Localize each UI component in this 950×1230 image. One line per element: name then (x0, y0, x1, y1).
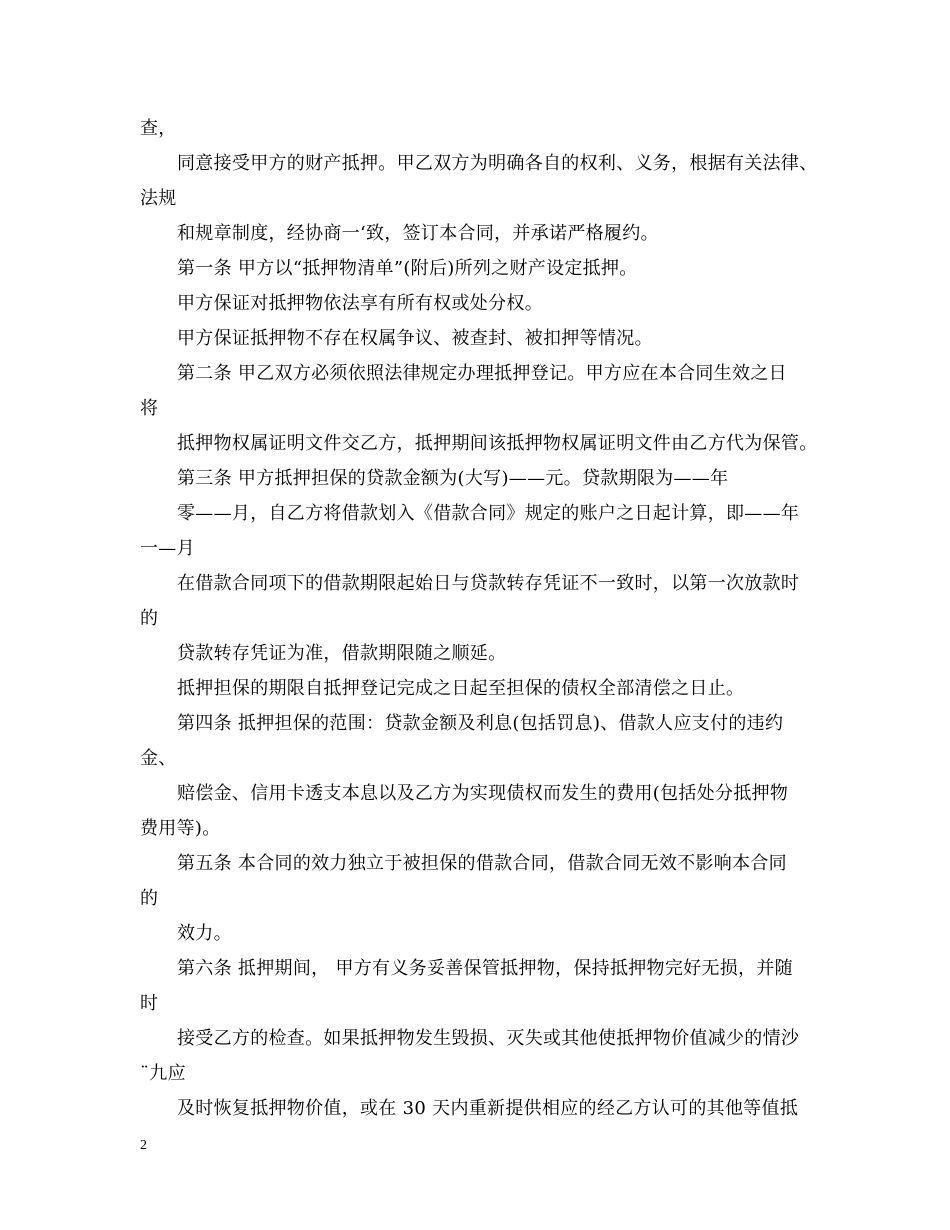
text-line: 第一条 甲方以“抵押物清单”(附后)所列之财产设定抵押。 (177, 258, 638, 279)
text-line: 将 (140, 398, 159, 419)
text-line: 零——月，自乙方将借款划入《借款合同》规定的账户之日起计算，即——年 (177, 503, 800, 524)
text-line: 第五条 本合同的效力独立于被担保的借款合同，借款合同无效不影响本合同 (177, 853, 787, 874)
text-line: 一—月 (140, 538, 195, 559)
text-line: 及时恢复抵押物价值，或在 30 天内重新提供相应的经乙方认可的其他等值抵 (177, 1098, 799, 1119)
text-line: 时 (140, 993, 159, 1014)
text-line: 费用等)。 (140, 818, 221, 839)
text-line: 接受乙方的检查。如果抵押物发生毁损、灭失或其他使抵押物价值减少的情沙 (177, 1028, 800, 1049)
text-line: 和规章制度，经协商一‘致，签订本合同，并承诺严格履约。 (177, 223, 659, 244)
text-line: 法规 (140, 188, 177, 209)
text-line: 金、 (140, 748, 177, 769)
text-line: 第二条 甲乙双方必须依照法律规定办理抵押登记。甲方应在本合同生效之日 (177, 363, 787, 384)
text-line: 第六条 抵押期间， 甲方有义务妥善保管抵押物，保持抵押物完好无损，并随 (177, 958, 793, 979)
text-line: 第四条 抵押担保的范围：贷款金额及利息(包括罚息)、借款人应支付的违约 (177, 713, 784, 734)
text-line: 甲方保证对抵押物依法享有所有权或处分权。 (177, 293, 543, 314)
text-line: 的 (140, 888, 159, 909)
text-line: 甲方保证抵押物不存在权属争议、被查封、被扣押等情况。 (177, 328, 653, 349)
text-line: 第三条 甲方抵押担保的贷款金额为(大写)——元。贷款期限为——年 (177, 468, 729, 489)
text-line: 在借款合同项下的借款期限起始日与贷款转存凭证不一致时，以第一次放款时 (177, 573, 800, 594)
text-line: 赔偿金、信用卡透支本息以及乙方为实现债权而发生的费用(包括处分抵押物 (177, 783, 789, 804)
page-number: 2 (140, 1138, 147, 1153)
text-line: ¨九应 (140, 1063, 186, 1084)
text-line: 效力。 (177, 923, 232, 944)
text-line: 查， (140, 118, 177, 139)
text-line: 贷款转存凭证为准，借款期限随之顺延。 (177, 643, 507, 664)
text-line: 同意接受甲方的财产抵押。甲乙双方为明确各自的权利、义务，根据有关法律、 (177, 153, 818, 174)
text-line: 的 (140, 608, 159, 629)
text-line: 抵押担保的期限自抵押登记完成之日起至担保的债权全部清偿之日止。 (177, 678, 745, 699)
text-line: 抵押物权属证明文件交乙方，抵押期间该抵押物权属证明文件由乙方代为保管。 (177, 433, 818, 454)
